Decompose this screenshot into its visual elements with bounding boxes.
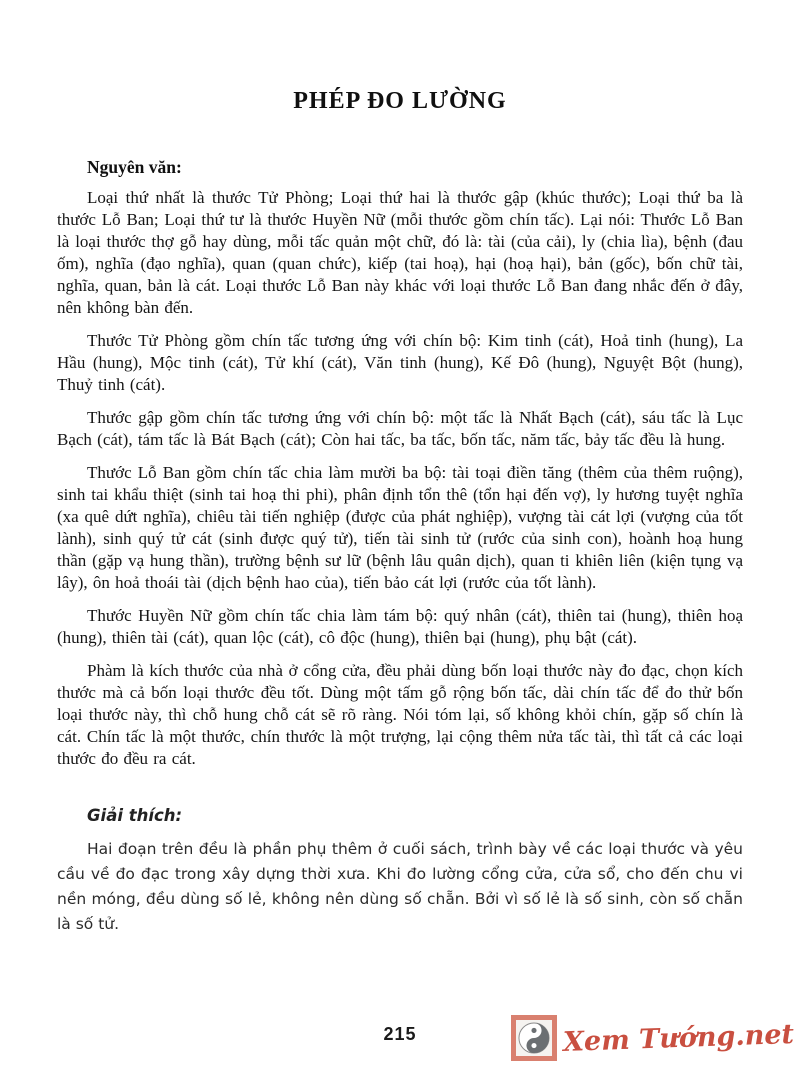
yin-yang-icon bbox=[511, 1015, 557, 1061]
page-content bbox=[57, 0, 743, 937]
paragraph-5: Thước Huyền Nữ gồm chín tấc chia làm tám bộ: quý nhân (cát), thiên tai (hung), thiên hoạ (hung), thiên tài (cát), quan lộc (cát), cô độc (hung), thiên bại (hung), phụ bật (cát). bbox=[57, 606, 743, 647]
watermark-text: Xem Tướng.net bbox=[562, 1018, 795, 1058]
explanation-paragraph: Hai đoạn trên đều là phần phụ thêm ở cuối sách, trình bày về các loại thước và yêu cầu về đo đạc trong xây dựng thời xưa. Khi đo lường cổng cửa, cửa sổ, cho đến chu vi nền móng, đều dùng số lẻ, không nên dùng số chẵn. Bởi vì số lẻ là số sinh, còn số chẵn là số tử. bbox=[57, 840, 743, 933]
section-heading-nguyen-van: Nguyên văn: bbox=[87, 157, 182, 177]
paragraph-3: Thước gập gồm chín tấc tương ứng với chín bộ: một tấc là Nhất Bạch (cát), sáu tấc là Lục Bạch (cát), tám tấc là Bát Bạch (cát); Còn hai tấc, ba tấc, bốn tấc, năm tấc, bảy tấc đều là hung. bbox=[57, 408, 743, 449]
paragraph-4: Thước Lỗ Ban gồm chín tấc chia làm mười ba bộ: tài toại điền tăng (thêm của thêm ruộng), sinh tai khẩu thiệt (sinh tai hoạ thi phi), phân định tổn thê (tổn hại đến vợ), ly hương tuyệt nghĩa (xa quê dứt nghĩa), chiêu tài tiến nghiệp (được của phát nghiệp), vượng tài cát lợi (vượng của tốt lành), sinh quý tử cát (sinh được quý tử), tiến tài sinh tử (rước của sinh con), hoành hoạ hung thần (gặp vạ hung thần), trường bệnh sư lữ (bệnh lâu quân dịch), quan ti khiên liên (kiện tụng vạ lây), ôn hoả thoái tài (dịch bệnh hao của), tiến bảo cát lợi (rước của tốt lành). bbox=[57, 463, 743, 592]
page-number: 215 bbox=[383, 1024, 417, 1044]
section-giai-thich bbox=[57, 806, 743, 937]
paragraph-6: Phàm là kích thước của nhà ở cổng cửa, đều phải dùng bốn loại thước này đo đạc, chọn kích thước mà cả bốn loại thước đều tốt. Dùng một tấm gỗ rộng bốn tấc, dài chín tấc để đo thử bốn loại thước này, thì chỗ hung chỗ cát sẽ rõ ràng. Nói tóm lại, số không khỏi chín, gặp số chín là cát. Chín tấc là một thước, chín thước là một trượng, lại cộng thêm nửa tấc tài, thì tất cả các loại thước đo đều ra cát. bbox=[57, 661, 743, 768]
watermark bbox=[511, 1015, 794, 1061]
page-title: PHÉP ĐO LƯỜNG bbox=[293, 88, 507, 114]
section-heading-giai-thich: Giải thích: bbox=[87, 806, 183, 825]
paragraph-1: Loại thứ nhất là thước Tử Phòng; Loại thứ hai là thước gập (khúc thước); Loại thứ ba là thước Lỗ Ban; Loại thứ tư là thước Huyền Nữ (mỗi thước gồm chín tấc). Lại nói: Thước Lỗ Ban là loại thước thợ gỗ hay dùng, mỗi tấc quản một chữ, đó là: tài (của cải), ly (chia lìa), bệnh (đau ốm), nghĩa (đạo nghĩa), quan (quan chức), kiếp (tai hoạ), hại (hoạ hại), bản (gốc), bốn chữ tài, nghĩa, quan, bản là cát. Loại thước Lỗ Ban này khác với loại thước Lỗ Ban đang nhắc đến ở đây, nên không bàn đến. bbox=[57, 188, 743, 317]
paragraph-2: Thước Tử Phòng gồm chín tấc tương ứng với chín bộ: Kim tinh (cát), Hoả tinh (hung), La Hầu (hung), Mộc tinh (cát), Tử khí (cát), Văn tinh (hung), Kế Đô (hung), Nguyệt Bột (hung), Thuỷ tinh (cát). bbox=[57, 331, 743, 394]
